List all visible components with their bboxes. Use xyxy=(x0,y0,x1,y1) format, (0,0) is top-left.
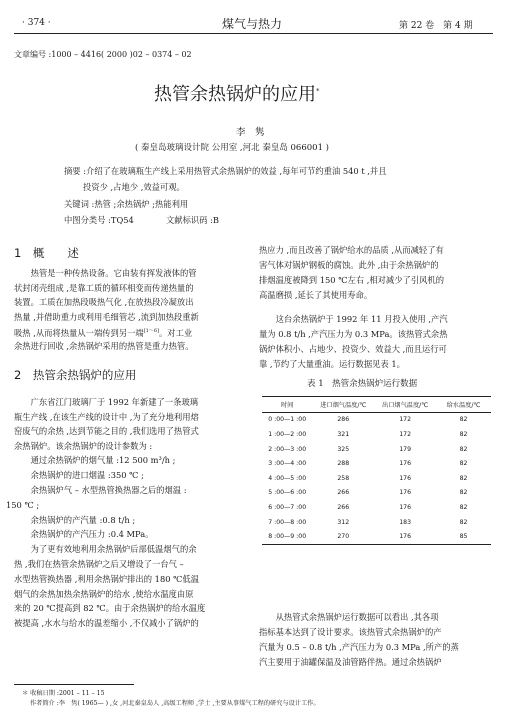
cell-inlet-temp: 325 xyxy=(337,445,350,453)
table-row xyxy=(262,515,491,530)
design-param-outlet-temp: 余热锅炉气 – 水型热管换热器之后的烟温 : xyxy=(14,485,187,495)
section-1-line-with-ref xyxy=(14,324,192,340)
table-row xyxy=(262,427,491,442)
right-column-line: 害气体对锅炉钢板的腐蚀。此外 ,由于余热锅炉的 xyxy=(259,260,439,270)
table-row xyxy=(262,486,491,501)
design-param-flue-gas: 通过余热锅炉的烟气量 :12 500 m³/h ; xyxy=(14,455,176,465)
col-header-outlet-temp: 出口烟气温度/℃ xyxy=(382,401,429,409)
cell-time: 5 :00—6 :00 xyxy=(268,489,307,497)
col-header-inlet-temp: 进口烟气温度/℃ xyxy=(320,401,367,409)
cell-outlet-temp: 176 xyxy=(399,489,412,497)
cell-inlet-temp: 266 xyxy=(337,489,350,497)
cell-outlet-temp: 179 xyxy=(399,445,412,453)
right-column-line: 高温磨损 ,延长了其使用寿命。 xyxy=(259,290,373,300)
section-2-line: 烟气的余热加热余热锅炉的给水 ,使给水温度由原 xyxy=(14,589,194,599)
design-param-steam-pressure: 余热锅炉的产汽压力 :0.4 MPa。 xyxy=(14,529,154,539)
section-1-line-tail: 。对工业 xyxy=(159,327,193,338)
cell-feedwater-temp: 82 xyxy=(459,474,468,482)
section-1-line: 装置。工质在加热段吸热气化 ,在放热段冷凝放出 xyxy=(14,297,194,307)
keywords: 关键词 :热管 ;余热锅炉 ;热能利用 xyxy=(64,199,189,209)
section-2-heading: 2 热管余热锅炉的应用 xyxy=(14,368,137,382)
section-2-line: 水型热管换热器 ,利用余热锅炉排出的 180 ℃低温 xyxy=(14,574,200,584)
table-row xyxy=(262,442,491,457)
author-bio: 作者简介 :李 隽( 1965— ) ,女 ,河北秦皇岛人 ,高级工程师 ,学士 ,主要从事煤气工程的研究与设计工作。 xyxy=(30,700,320,707)
cell-feedwater-temp: 82 xyxy=(459,518,468,526)
article-id: 文章编号 :1000 – 4416( 2000 )02 – 0374 – 02 xyxy=(14,50,192,59)
volume-issue: 第 22 卷 第 4 期 xyxy=(399,21,473,31)
cell-time: 7 :00—8 :00 xyxy=(268,518,307,526)
table-caption: 表 1 热管余热锅炉运行数据 xyxy=(307,379,418,389)
table-row xyxy=(262,456,491,471)
cell-outlet-temp: 183 xyxy=(399,518,412,526)
section-2-line: 被提高 ,水水与给水的温差缩小 ,不仅减小了锅炉的 xyxy=(14,618,199,628)
received-date: ＊ 收稿日期 :2001 – 11 – 15 xyxy=(22,690,105,697)
cell-feedwater-temp: 82 xyxy=(459,430,468,438)
col-header-feedwater-temp: 给水温度/℃ xyxy=(446,401,481,409)
col-header-time: 时间 xyxy=(281,401,294,409)
page-number: · 374 · xyxy=(22,18,51,28)
cell-feedwater-temp: 85 xyxy=(459,533,468,541)
document-code: 文献标识码 :B xyxy=(166,215,220,225)
cell-outlet-temp: 176 xyxy=(399,503,412,511)
journal-name: 煤气与热力 xyxy=(222,17,283,31)
table-row xyxy=(262,529,491,544)
design-param-inlet-temp: 余热锅炉的进口烟温 :350 ℃ ; xyxy=(14,470,144,480)
section-1-heading: 1 概 述 xyxy=(14,246,79,260)
cell-inlet-temp: 312 xyxy=(337,518,350,526)
operation-data-table xyxy=(262,396,491,545)
table-row xyxy=(262,412,491,427)
cell-inlet-temp: 258 xyxy=(337,474,350,482)
cell-feedwater-temp: 82 xyxy=(459,445,468,453)
section-1-line: 状封闭壳组成 ,是靠工质的循环相变而传递热量的 xyxy=(14,283,194,293)
header-rule xyxy=(14,33,493,34)
cell-outlet-temp: 172 xyxy=(399,430,412,438)
section-2-line: 窑废气的余热 ,达到节能之目的 ,我们选用了热管式 xyxy=(14,426,199,436)
section-1-line: 热管是一种传热设备。它由装有挥发液体的管 xyxy=(14,268,197,278)
cell-outlet-temp: 176 xyxy=(399,533,412,541)
table-row xyxy=(262,471,491,486)
abstract-line-2: 投资少 ,占地少 ,效益可观。 xyxy=(83,182,185,192)
cell-time: 2 :00—3 :00 xyxy=(268,445,307,453)
right-column-line: 锅炉体积小、占地少、投资少、效益大 ,而且运行可 xyxy=(259,344,447,354)
design-param-steam-output: 余热锅炉的产汽量 :0.8 t/h ; xyxy=(14,515,136,525)
author: 李 隽 xyxy=(236,127,265,138)
cell-time: 3 :00—4 :00 xyxy=(268,460,307,468)
cell-inlet-temp: 266 xyxy=(337,503,350,511)
footnote-rule xyxy=(14,684,134,685)
table-header-row xyxy=(262,397,491,413)
right-column-line: 热应力 ,而且改善了锅炉给水的品质 ,从而减轻了有 xyxy=(259,245,444,255)
abstract-line-1: 摘要 :介绍了在玻璃瓶生产线上采用热管式余热锅炉的效益 ,每年可节约重油 540 t ,并且 xyxy=(64,166,387,176)
right-column-line: 排烟温度被降到 150 ℃左右 ,相对减少了引风机的 xyxy=(259,275,445,285)
cell-time: 1 :00—2 :00 xyxy=(268,430,307,438)
cell-time: 0 :00—1 :00 xyxy=(268,416,307,424)
right-column-line: 汽主要用于油罐保温及油管路伴热。通过余热锅炉 xyxy=(259,657,442,667)
cell-inlet-temp: 321 xyxy=(337,430,350,438)
section-2-line: 广东省江门玻璃厂于 1992 年新建了一条玻璃 xyxy=(14,397,199,407)
cell-inlet-temp: 288 xyxy=(337,460,350,468)
design-param-outlet-temp-value: 150 ℃ ; xyxy=(6,500,40,510)
right-column-line: 从热管式余热锅炉运行数据可以看出 ,其各项 xyxy=(259,612,439,622)
cell-outlet-temp: 176 xyxy=(399,460,412,468)
cell-feedwater-temp: 82 xyxy=(459,503,468,511)
cell-feedwater-temp: 82 xyxy=(459,489,468,497)
cell-outlet-temp: 176 xyxy=(399,474,412,482)
section-2-line: 余热锅炉。该余热锅炉的设计参数为 : xyxy=(14,441,153,451)
section-1-line: 吸热 ,从而将热量从一端传到另一端 xyxy=(14,327,144,338)
article-title xyxy=(154,80,320,106)
citation-ref: [1～6] xyxy=(143,328,159,334)
right-column-line: 靠 ,节约了大量重油。运行数据见表 1。 xyxy=(259,359,405,369)
section-1-line: 热量 ,并借助重力或利用毛细管芯 ,流到加热段重新 xyxy=(14,312,199,322)
cell-time: 6 :00—7 :00 xyxy=(268,503,307,511)
cell-inlet-temp: 270 xyxy=(337,533,350,541)
cell-time: 8 :00—9 :00 xyxy=(268,533,307,541)
section-2-line: 瓶生产线 ,在该生产线的设计中 ,为了充分地利用熔 xyxy=(14,412,199,422)
section-2-line: 热 ,我们在热管余热锅炉之后又增设了一台气 – xyxy=(14,559,184,569)
affiliation: ( 秦皇岛玻璃设计院 公用室 ,河北 秦皇岛 066001 ) xyxy=(135,143,329,153)
cell-inlet-temp: 286 xyxy=(337,416,350,424)
cell-outlet-temp: 172 xyxy=(399,416,412,424)
right-column-line: 这台余热锅炉于 1992 年 11 月投入使用 ,产汽 xyxy=(259,314,448,324)
cell-time: 4 :00—5 :00 xyxy=(268,474,307,482)
cell-feedwater-temp: 82 xyxy=(459,460,468,468)
table-row xyxy=(262,500,491,515)
right-column-line: 指标基本达到了设计要求。该热管式余热锅炉的产 xyxy=(259,627,442,637)
clc-number: 中图分类号 :TQ54 xyxy=(64,215,134,225)
section-2-line: 为了更有效地利用余热锅炉后部低温烟气的余 xyxy=(14,544,197,554)
article-title-text: 热管余热锅炉的应用 xyxy=(154,84,316,105)
right-column-line: 量为 0.8 t/h ,产汽压力为 0.3 MPa。该热管式余热 xyxy=(259,329,448,339)
section-2-line: 来的 20 ℃提高到 82 ℃。由于余热锅炉的给水温度 xyxy=(14,603,206,613)
right-column-line: 汽量为 0.5 – 0.8 t/h ,产汽压力为 0.3 MPa ,所产的蒸 xyxy=(259,642,459,652)
cell-feedwater-temp: 82 xyxy=(459,416,468,424)
section-1-line: 余热进行回收 ,余热锅炉采用的热管是重力热管。 xyxy=(14,341,194,351)
title-footnote-mark: * xyxy=(316,87,320,95)
